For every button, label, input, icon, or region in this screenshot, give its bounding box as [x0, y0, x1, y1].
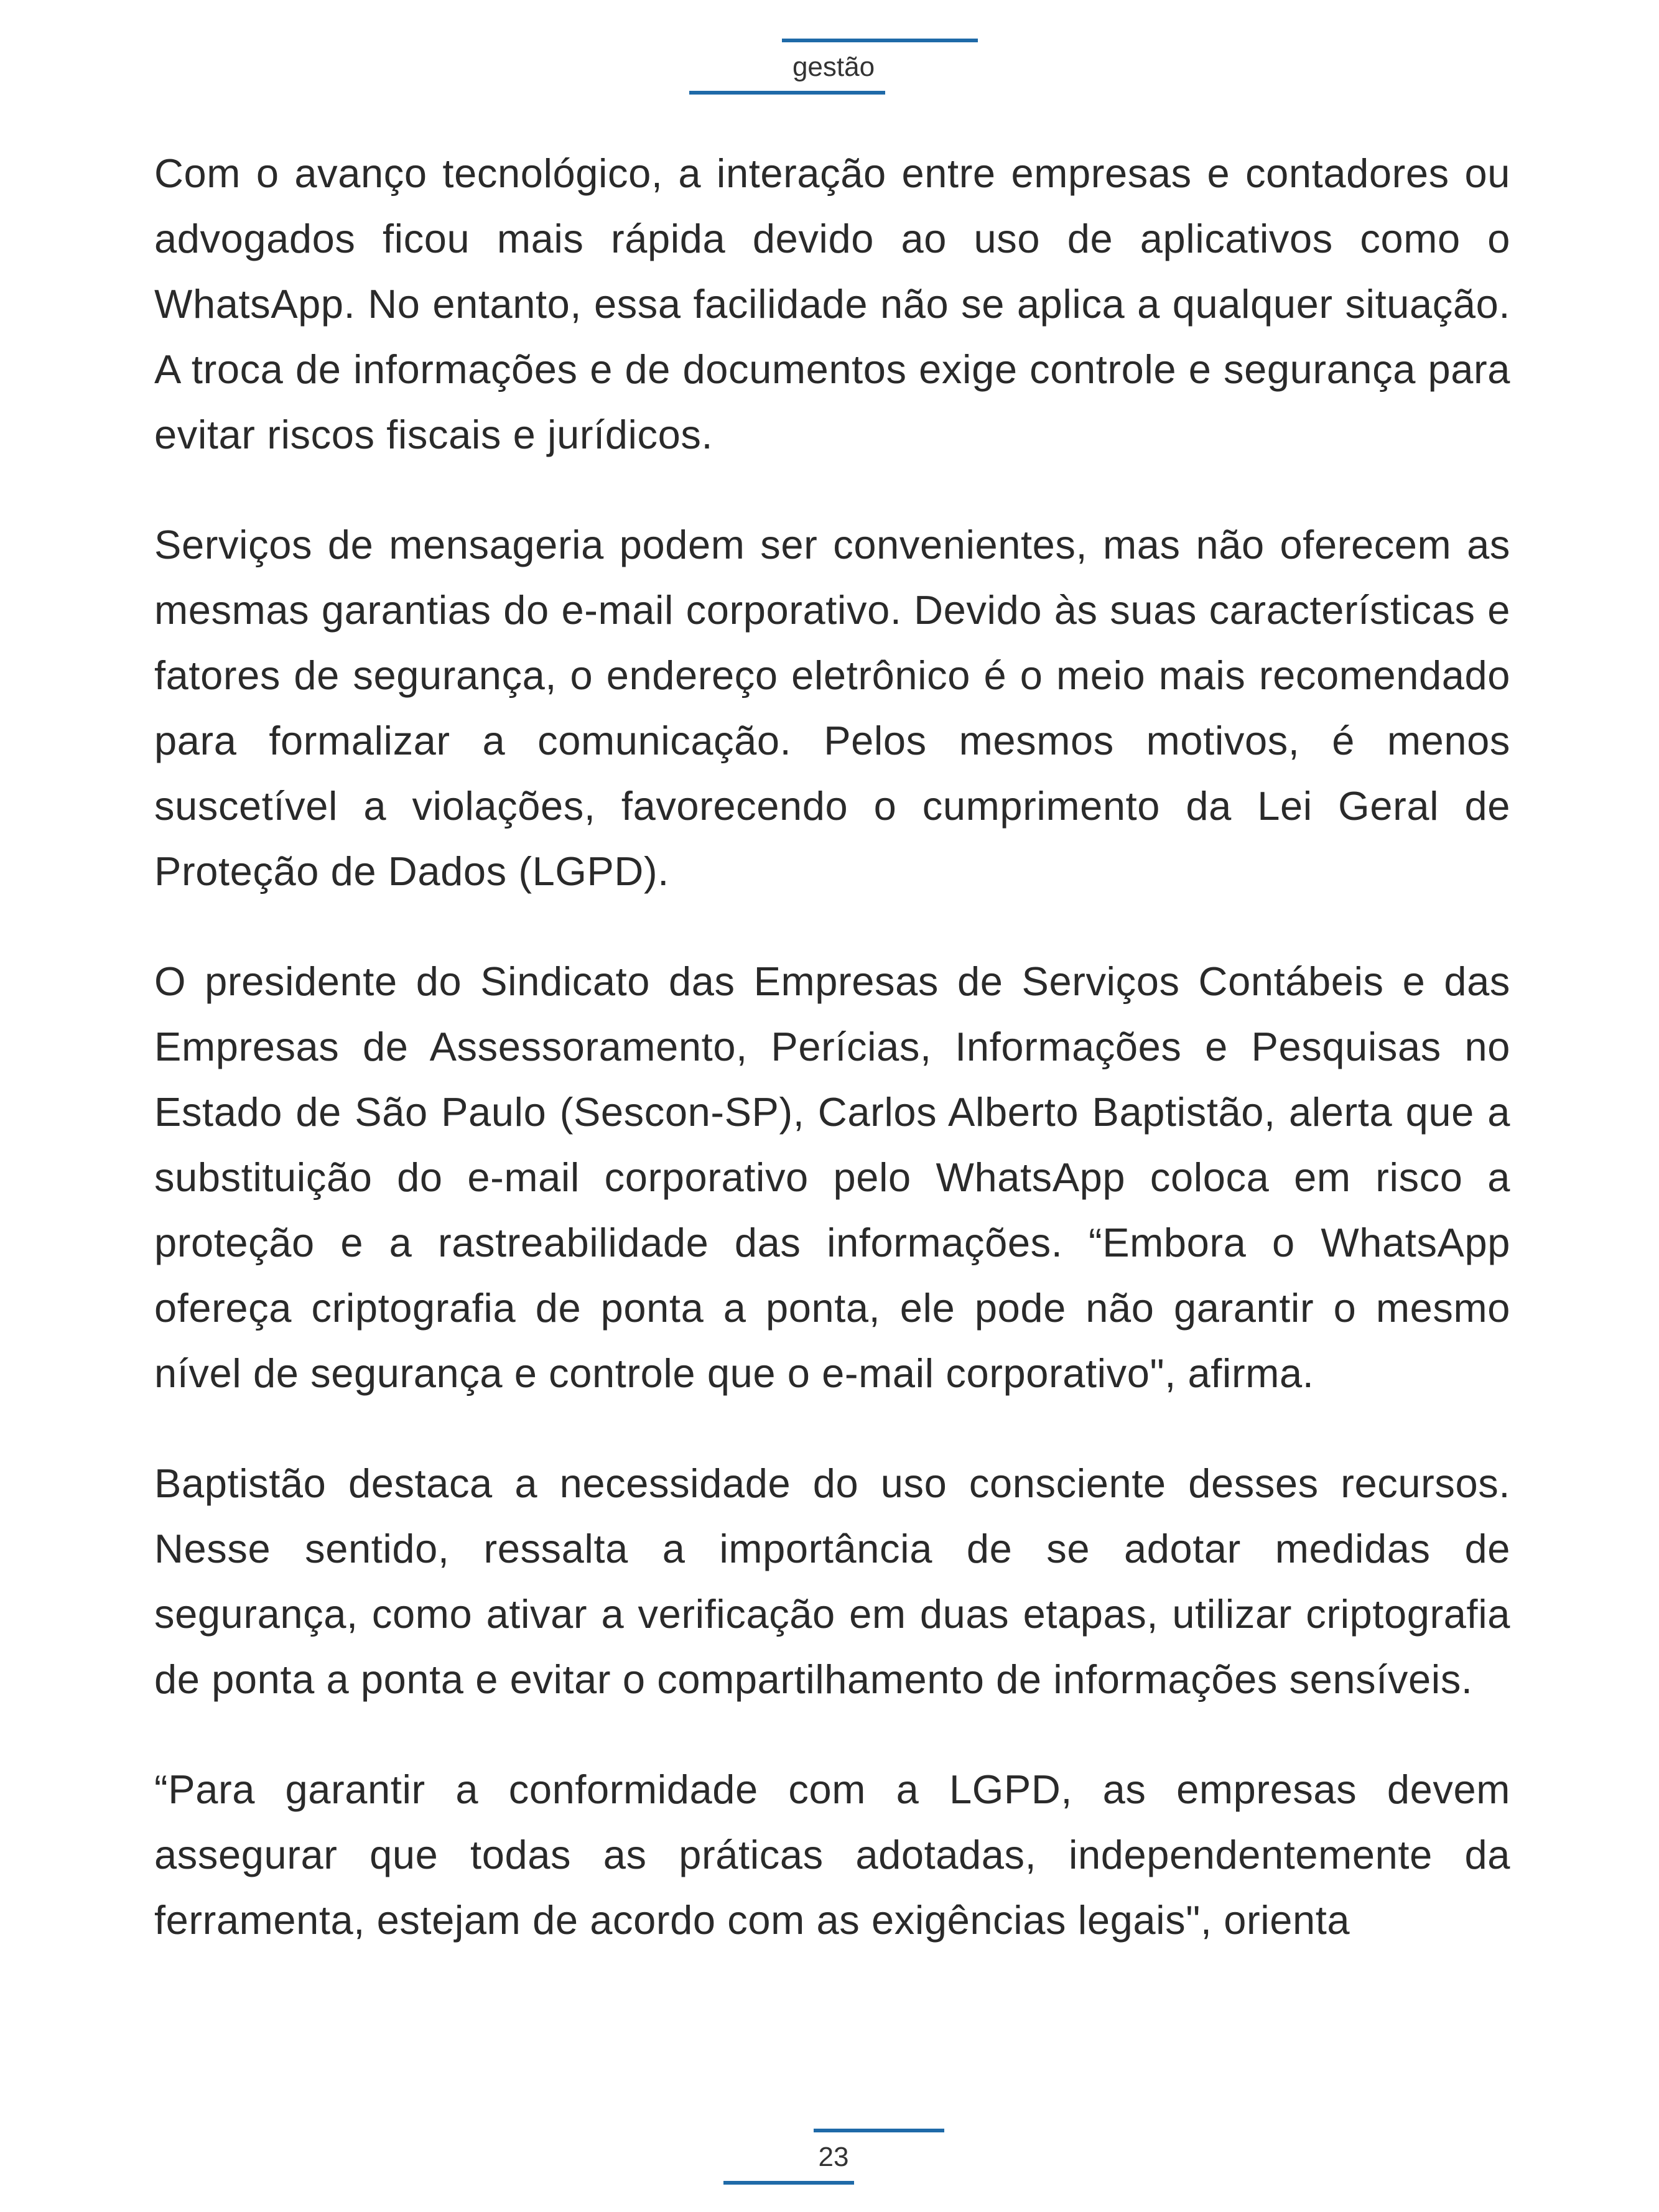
- page-footer: [0, 2115, 1659, 2212]
- footer-rule-lower: [723, 2181, 854, 2185]
- paragraph-3: O presidente do Sindicato das Empresas de Serviços Contábeis e das Empresas de Assessoramento, Perícias, Informações e Pesquisas no Estado de São Paulo (Sescon-SP), Carlos Alberto Baptistão, alerta que a substituição do e-mail corporativo pelo WhatsApp coloca em risco a proteção e a rastreabilidade das informações. “Embora o WhatsApp ofereça criptografia de ponta a ponta, ele pode não garantir o mesmo nível de segurança e controle que o e-mail corporativo", afirma.: [154, 959, 1510, 1396]
- page-number: 23: [818, 2142, 849, 2172]
- header-rule-lower: [689, 91, 885, 95]
- section-label: gestão: [792, 52, 875, 82]
- article-body: [154, 141, 1510, 1997]
- paragraph-5: “Para garantir a conformidade com a LGPD, as empresas devem assegurar que todas as práticas adotadas, independentemente da ferramenta, estejam de acordo com as exigências legais", orienta: [154, 1767, 1510, 1943]
- paragraph-4: Baptistão destaca a necessidade do uso consciente desses recursos. Nesse sentido, ressalta a importância de se adotar medidas de segurança, como ativar a verificação em duas etapas, utilizar criptografia de ponta a ponta e evitar o compartilhamento de informações sensíveis.: [154, 1461, 1510, 1702]
- paragraph-1: Com o avanço tecnológico, a interação entre empresas e contadores ou advogados ficou mais rápida devido ao uso de aplicativos como o WhatsApp. No entanto, essa facilidade não se aplica a qualquer situação. A troca de informações e de documentos exige controle e segurança para evitar riscos fiscais e jurídicos.: [154, 151, 1510, 457]
- footer-rule-upper: [814, 2129, 944, 2132]
- header-rule-upper: [782, 39, 978, 42]
- section-header: [0, 0, 1659, 106]
- paragraph-2: Serviços de mensageria podem ser convenientes, mas não oferecem as mesmas garantias do e-mail corporativo. Devido às suas características e fatores de segurança, o endereço eletrônico é o meio mais recomendado para formalizar a comunicação. Pelos mesmos motivos, é menos suscetível a violações, favorecendo o cumprimento da Lei Geral de Proteção de Dados (LGPD).: [154, 522, 1510, 894]
